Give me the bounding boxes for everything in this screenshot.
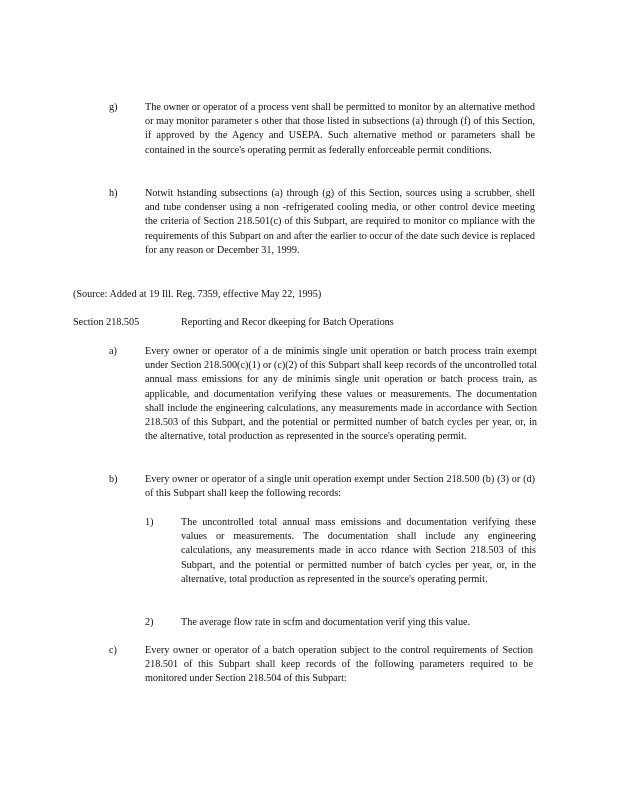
item-h-text: Notwit hstanding subsections (a) through (g) of this Section, sources using a scrubber, shell and tube condenser using a non -refrigerated cooling media, or other control device meeting the criteria of Section 218.501(c) of this Subpart, are required to monitor co mpliance with the requirements of this Subpart on and after the earlier to occur of the date such device is replaced for any reason or December 31, 1999. [145, 188, 535, 256]
subsection-b-label: b) [109, 474, 118, 485]
subsection-a-label: a) [109, 346, 117, 357]
item-g-label: g) [109, 102, 118, 113]
subsection-b1-text: The uncontrolled total annual mass emissions and documentation verifying these values or measurements. The documentation shall include any engineering calculations, any measurements made in acco rdance with Section 218.503 of this Subpart, and the potential or permitted number of batch cycles per year, or, in the alternative, total production as represented in the source's operating permit. [181, 517, 536, 585]
source-note: (Source: Added at 19 Ill. Reg. 7359, effective May 22, 1995) [73, 289, 322, 300]
subsection-c-text: Every owner or operator of a batch operation subject to the control requirements of Section 218.501 of this Subpart shall keep records of the following parameters required to be monitored under Section 218.504 of this Subpart: [145, 645, 533, 685]
subsection-b2-text: The average flow rate in scfm and documentation verif ying this value. [181, 617, 471, 628]
section-number: Section 218.505 [73, 317, 140, 328]
subsection-c-label: c) [109, 645, 117, 656]
item-g-text: The owner or operator of a process vent shall be permitted to monitor by an alternative method or may monitor parameter s other that those listed in subsections (a) through (f) of this Section, if approved by the Agency and USEPA. Such alternative method or parameters shall be contained in the source's operating permit as federally enforceable permit conditions. [145, 102, 535, 156]
subsection-b2-label: 2) [145, 617, 154, 628]
subsection-b-text: Every owner or operator of a single unit operation exempt under Section 218.500 (b) (3) or (d) of this Subpart shall keep the following records: [145, 474, 535, 500]
item-h-label: h) [109, 188, 118, 199]
subsection-a-text: Every owner or operator of a de minimis single unit operation or batch process train exempt under Section 218.500(c)(1) or (c)(2) of this Subpart shall keep records of the uncontrolled total annual mass emissions for any de minimis single unit operation or batch process train, as applicable, and documentation verifying these values or measurements. The documentation shall include the engineering calculations, any measurements made in accordance with Section 218.503 of this Subpart, and the potential or permitted number of batch cycles per year, or, in the alternative, total production as represented in the source's operating permit. [145, 346, 537, 443]
section-title: Reporting and Recor dkeeping for Batch Operations [181, 317, 394, 328]
subsection-b1-label: 1) [145, 517, 154, 528]
